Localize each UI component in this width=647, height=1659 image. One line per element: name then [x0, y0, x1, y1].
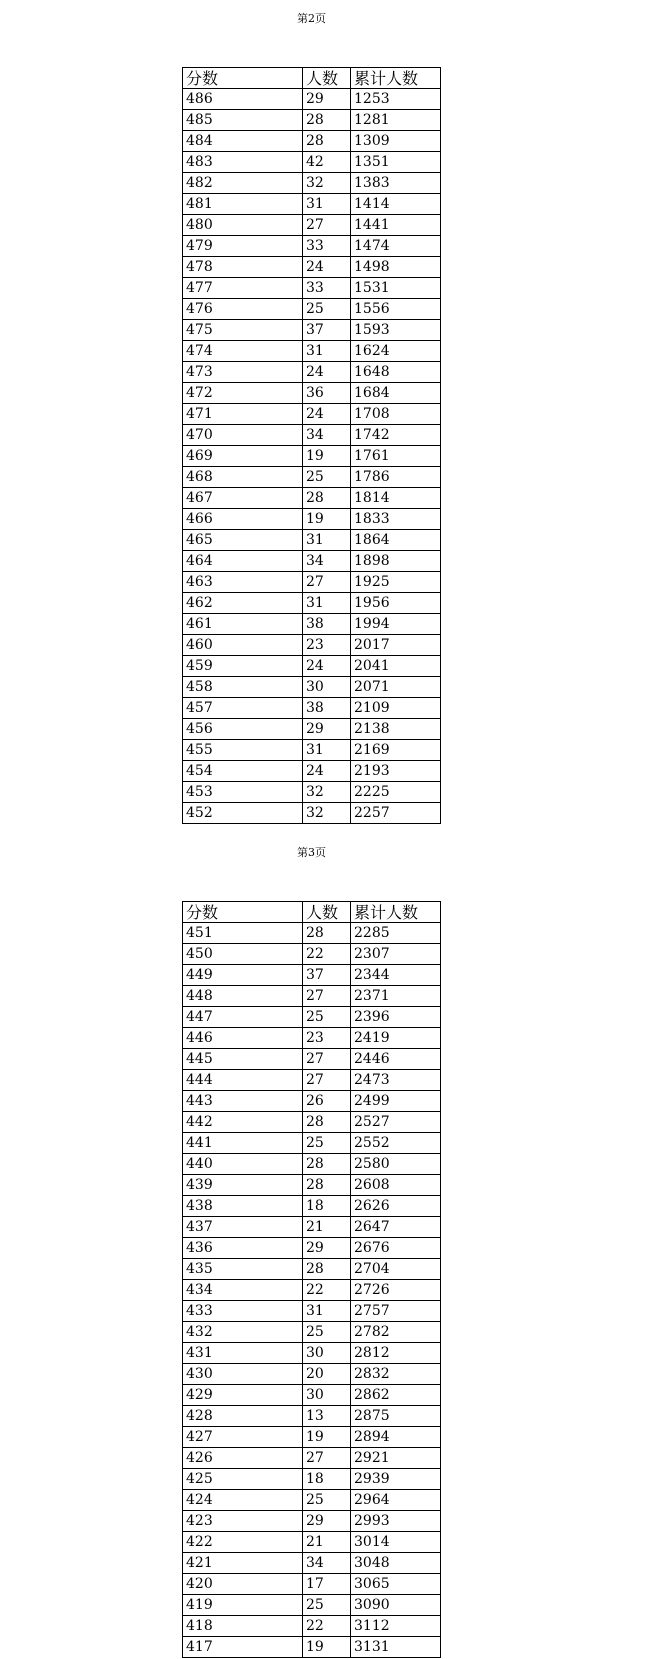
- table-row: [183, 362, 441, 383]
- cell-count: 31: [303, 194, 351, 215]
- table-row: [183, 299, 441, 320]
- cell-score: 448: [183, 986, 303, 1007]
- cell-count: 19: [303, 509, 351, 530]
- cell-score: 446: [183, 1028, 303, 1049]
- cell-score: 417: [183, 1637, 303, 1658]
- cell-score: 424: [183, 1490, 303, 1511]
- cell-cumulative: 2812: [351, 1343, 441, 1364]
- cell-count: 28: [303, 1154, 351, 1175]
- cell-count: 25: [303, 1007, 351, 1028]
- cell-cumulative: 3090: [351, 1595, 441, 1616]
- cell-score: 460: [183, 635, 303, 656]
- cell-count: 30: [303, 677, 351, 698]
- table-row: [183, 1217, 441, 1238]
- cell-cumulative: 1414: [351, 194, 441, 215]
- cell-score: 469: [183, 446, 303, 467]
- cell-count: 38: [303, 614, 351, 635]
- cell-cumulative: 1994: [351, 614, 441, 635]
- table-row: [183, 1532, 441, 1553]
- cell-score: 456: [183, 719, 303, 740]
- cell-cumulative: 1556: [351, 299, 441, 320]
- table-row: [183, 803, 441, 824]
- cell-count: 33: [303, 236, 351, 257]
- cell-score: 472: [183, 383, 303, 404]
- cell-score: 475: [183, 320, 303, 341]
- table-row: [183, 1238, 441, 1259]
- table-row: [183, 1259, 441, 1280]
- cell-cumulative: 1441: [351, 215, 441, 236]
- table-row: [183, 719, 441, 740]
- cell-count: 19: [303, 1637, 351, 1658]
- table-row: [183, 1049, 441, 1070]
- header-count: 人数: [303, 902, 351, 923]
- cell-score: 468: [183, 467, 303, 488]
- cell-score: 441: [183, 1133, 303, 1154]
- cell-cumulative: 2344: [351, 965, 441, 986]
- cell-count: 30: [303, 1385, 351, 1406]
- table-row: [183, 740, 441, 761]
- cell-count: 23: [303, 1028, 351, 1049]
- cell-count: 36: [303, 383, 351, 404]
- cell-count: 28: [303, 923, 351, 944]
- cell-cumulative: 2676: [351, 1238, 441, 1259]
- cell-score: 449: [183, 965, 303, 986]
- cell-score: 485: [183, 110, 303, 131]
- cell-count: 27: [303, 1448, 351, 1469]
- table-row: [183, 1301, 441, 1322]
- cell-cumulative: 1708: [351, 404, 441, 425]
- cell-count: 25: [303, 467, 351, 488]
- table-row: [183, 1070, 441, 1091]
- cell-cumulative: 1898: [351, 551, 441, 572]
- cell-count: 19: [303, 1427, 351, 1448]
- cell-cumulative: 2138: [351, 719, 441, 740]
- table-row: [183, 1028, 441, 1049]
- header-count: 人数: [303, 68, 351, 89]
- cell-cumulative: 1956: [351, 593, 441, 614]
- cell-cumulative: 2726: [351, 1280, 441, 1301]
- table-row: [183, 341, 441, 362]
- table-row: [183, 1133, 441, 1154]
- cell-score: 452: [183, 803, 303, 824]
- cell-cumulative: 2993: [351, 1511, 441, 1532]
- cell-count: 25: [303, 1490, 351, 1511]
- table-row: [183, 944, 441, 965]
- cell-cumulative: 1814: [351, 488, 441, 509]
- table-row: [183, 593, 441, 614]
- cell-score: 471: [183, 404, 303, 425]
- cell-score: 445: [183, 1049, 303, 1070]
- cell-score: 473: [183, 362, 303, 383]
- cell-score: 454: [183, 761, 303, 782]
- cell-count: 29: [303, 1511, 351, 1532]
- cell-cumulative: 2832: [351, 1364, 441, 1385]
- cell-score: 461: [183, 614, 303, 635]
- cell-cumulative: 2071: [351, 677, 441, 698]
- cell-score: 470: [183, 425, 303, 446]
- page-label: 第3页: [297, 846, 326, 859]
- cell-count: 33: [303, 278, 351, 299]
- cell-count: 24: [303, 257, 351, 278]
- table-row: [183, 131, 441, 152]
- cell-cumulative: 1383: [351, 173, 441, 194]
- cell-cumulative: 2446: [351, 1049, 441, 1070]
- cell-score: 439: [183, 1175, 303, 1196]
- table-row: [183, 425, 441, 446]
- cell-cumulative: 2257: [351, 803, 441, 824]
- cell-count: 34: [303, 551, 351, 572]
- cell-count: 25: [303, 299, 351, 320]
- table-row: [183, 215, 441, 236]
- cell-cumulative: 3112: [351, 1616, 441, 1637]
- cell-cumulative: 2939: [351, 1469, 441, 1490]
- table-row: [183, 551, 441, 572]
- table-row: [183, 236, 441, 257]
- cell-count: 37: [303, 320, 351, 341]
- cell-count: 25: [303, 1595, 351, 1616]
- table-row: [183, 530, 441, 551]
- cell-cumulative: 2921: [351, 1448, 441, 1469]
- cell-score: 443: [183, 1091, 303, 1112]
- cell-count: 21: [303, 1532, 351, 1553]
- cell-score: 450: [183, 944, 303, 965]
- cell-score: 467: [183, 488, 303, 509]
- cell-cumulative: 2473: [351, 1070, 441, 1091]
- cell-cumulative: 2704: [351, 1259, 441, 1280]
- table-row: [183, 488, 441, 509]
- cell-count: 30: [303, 1343, 351, 1364]
- table-row: [183, 698, 441, 719]
- cell-count: 24: [303, 404, 351, 425]
- cell-cumulative: 2964: [351, 1490, 441, 1511]
- cell-count: 25: [303, 1133, 351, 1154]
- cell-cumulative: 2396: [351, 1007, 441, 1028]
- cell-count: 22: [303, 1280, 351, 1301]
- table-row: [183, 1343, 441, 1364]
- cell-count: 24: [303, 362, 351, 383]
- table-header-row: [183, 68, 441, 89]
- cell-score: 431: [183, 1343, 303, 1364]
- table-row: [183, 986, 441, 1007]
- cell-count: 18: [303, 1469, 351, 1490]
- table-row: [183, 572, 441, 593]
- cell-count: 22: [303, 1616, 351, 1637]
- table-row: [183, 761, 441, 782]
- cell-cumulative: 1761: [351, 446, 441, 467]
- cell-cumulative: 2608: [351, 1175, 441, 1196]
- table-row: [183, 1469, 441, 1490]
- cell-score: 418: [183, 1616, 303, 1637]
- cell-score: 420: [183, 1574, 303, 1595]
- cell-cumulative: 1498: [351, 257, 441, 278]
- cell-cumulative: 1624: [351, 341, 441, 362]
- cell-count: 13: [303, 1406, 351, 1427]
- cell-cumulative: 2193: [351, 761, 441, 782]
- cell-count: 20: [303, 1364, 351, 1385]
- cell-cumulative: 2580: [351, 1154, 441, 1175]
- cell-score: 422: [183, 1532, 303, 1553]
- cell-score: 478: [183, 257, 303, 278]
- table-row: [183, 467, 441, 488]
- cell-cumulative: 2894: [351, 1427, 441, 1448]
- header-cumulative: 累计人数: [351, 68, 441, 89]
- cell-cumulative: 2109: [351, 698, 441, 719]
- table-row: [183, 173, 441, 194]
- cell-cumulative: 2225: [351, 782, 441, 803]
- cell-cumulative: 2419: [351, 1028, 441, 1049]
- cell-score: 436: [183, 1238, 303, 1259]
- cell-score: 453: [183, 782, 303, 803]
- cell-count: 38: [303, 698, 351, 719]
- cell-cumulative: 2285: [351, 923, 441, 944]
- cell-cumulative: 1281: [351, 110, 441, 131]
- table-row: [183, 320, 441, 341]
- cell-cumulative: 1531: [351, 278, 441, 299]
- cell-cumulative: 2499: [351, 1091, 441, 1112]
- cell-count: 32: [303, 803, 351, 824]
- cell-score: 423: [183, 1511, 303, 1532]
- cell-cumulative: 3065: [351, 1574, 441, 1595]
- table-row: [183, 1637, 441, 1658]
- cell-score: 477: [183, 278, 303, 299]
- cell-score: 486: [183, 89, 303, 110]
- table-row: [183, 656, 441, 677]
- table-row: [183, 1406, 441, 1427]
- cell-count: 28: [303, 110, 351, 131]
- cell-count: 27: [303, 1049, 351, 1070]
- cell-score: 440: [183, 1154, 303, 1175]
- table-row: [183, 509, 441, 530]
- cell-cumulative: 2626: [351, 1196, 441, 1217]
- cell-count: 29: [303, 89, 351, 110]
- cell-score: 434: [183, 1280, 303, 1301]
- cell-cumulative: 2875: [351, 1406, 441, 1427]
- cell-count: 34: [303, 1553, 351, 1574]
- table-row: [183, 1364, 441, 1385]
- cell-score: 421: [183, 1553, 303, 1574]
- cell-score: 457: [183, 698, 303, 719]
- cell-cumulative: 1684: [351, 383, 441, 404]
- cell-count: 19: [303, 446, 351, 467]
- cell-count: 32: [303, 782, 351, 803]
- cell-cumulative: 2862: [351, 1385, 441, 1406]
- cell-count: 29: [303, 719, 351, 740]
- header-cumulative: 累计人数: [351, 902, 441, 923]
- cell-cumulative: 1253: [351, 89, 441, 110]
- cell-count: 28: [303, 1259, 351, 1280]
- cell-count: 17: [303, 1574, 351, 1595]
- cell-count: 27: [303, 215, 351, 236]
- cell-score: 459: [183, 656, 303, 677]
- cell-score: 419: [183, 1595, 303, 1616]
- cell-score: 483: [183, 152, 303, 173]
- cell-cumulative: 1742: [351, 425, 441, 446]
- table-row: [183, 1175, 441, 1196]
- cell-score: 438: [183, 1196, 303, 1217]
- cell-score: 429: [183, 1385, 303, 1406]
- cell-count: 28: [303, 131, 351, 152]
- cell-score: 442: [183, 1112, 303, 1133]
- cell-count: 27: [303, 986, 351, 1007]
- table-row: [183, 110, 441, 131]
- cell-count: 31: [303, 1301, 351, 1322]
- table-row: [183, 1007, 441, 1028]
- cell-score: 482: [183, 173, 303, 194]
- cell-count: 21: [303, 1217, 351, 1238]
- cell-count: 28: [303, 1112, 351, 1133]
- score-table: [182, 901, 441, 1658]
- table-row: [183, 404, 441, 425]
- cell-cumulative: 1925: [351, 572, 441, 593]
- table-row: [183, 1595, 441, 1616]
- cell-score: 481: [183, 194, 303, 215]
- table-row: [183, 1385, 441, 1406]
- table-row: [183, 1553, 441, 1574]
- cell-score: 444: [183, 1070, 303, 1091]
- cell-cumulative: 2169: [351, 740, 441, 761]
- cell-count: 24: [303, 761, 351, 782]
- score-table: [182, 67, 441, 824]
- table-row: [183, 89, 441, 110]
- cell-score: 458: [183, 677, 303, 698]
- cell-score: 435: [183, 1259, 303, 1280]
- cell-count: 32: [303, 173, 351, 194]
- cell-cumulative: 1474: [351, 236, 441, 257]
- cell-count: 27: [303, 1070, 351, 1091]
- cell-score: 430: [183, 1364, 303, 1385]
- table-row: [183, 152, 441, 173]
- cell-score: 463: [183, 572, 303, 593]
- cell-score: 462: [183, 593, 303, 614]
- cell-cumulative: 2757: [351, 1301, 441, 1322]
- cell-count: 22: [303, 944, 351, 965]
- table-row: [183, 194, 441, 215]
- cell-cumulative: 1864: [351, 530, 441, 551]
- header-score: 分数: [183, 68, 303, 89]
- cell-cumulative: 1309: [351, 131, 441, 152]
- cell-cumulative: 1786: [351, 467, 441, 488]
- cell-score: 427: [183, 1427, 303, 1448]
- cell-cumulative: 3048: [351, 1553, 441, 1574]
- header-score: 分数: [183, 902, 303, 923]
- table-row: [183, 1091, 441, 1112]
- table-row: [183, 965, 441, 986]
- table-row: [183, 383, 441, 404]
- cell-cumulative: 1593: [351, 320, 441, 341]
- cell-cumulative: 2552: [351, 1133, 441, 1154]
- cell-score: 464: [183, 551, 303, 572]
- cell-count: 31: [303, 530, 351, 551]
- cell-cumulative: 1351: [351, 152, 441, 173]
- cell-score: 484: [183, 131, 303, 152]
- cell-count: 37: [303, 965, 351, 986]
- cell-cumulative: 2017: [351, 635, 441, 656]
- table-row: [183, 1511, 441, 1532]
- cell-score: 455: [183, 740, 303, 761]
- cell-cumulative: 2307: [351, 944, 441, 965]
- cell-count: 34: [303, 425, 351, 446]
- table-row: [183, 635, 441, 656]
- cell-count: 24: [303, 656, 351, 677]
- table-row: [183, 1280, 441, 1301]
- cell-score: 432: [183, 1322, 303, 1343]
- table-row: [183, 923, 441, 944]
- page-label: 第2页: [297, 12, 326, 25]
- table-row: [183, 1196, 441, 1217]
- cell-count: 25: [303, 1322, 351, 1343]
- table-row: [183, 1448, 441, 1469]
- table-header-row: [183, 902, 441, 923]
- cell-score: 426: [183, 1448, 303, 1469]
- table-row: [183, 1322, 441, 1343]
- cell-score: 480: [183, 215, 303, 236]
- cell-score: 466: [183, 509, 303, 530]
- cell-count: 28: [303, 488, 351, 509]
- cell-score: 474: [183, 341, 303, 362]
- cell-score: 428: [183, 1406, 303, 1427]
- table-row: [183, 257, 441, 278]
- cell-count: 31: [303, 341, 351, 362]
- cell-score: 447: [183, 1007, 303, 1028]
- cell-cumulative: 1833: [351, 509, 441, 530]
- cell-count: 18: [303, 1196, 351, 1217]
- cell-count: 29: [303, 1238, 351, 1259]
- cell-cumulative: 2782: [351, 1322, 441, 1343]
- cell-cumulative: 3131: [351, 1637, 441, 1658]
- cell-score: 437: [183, 1217, 303, 1238]
- cell-score: 433: [183, 1301, 303, 1322]
- cell-count: 23: [303, 635, 351, 656]
- table-row: [183, 614, 441, 635]
- cell-cumulative: 2527: [351, 1112, 441, 1133]
- cell-count: 31: [303, 593, 351, 614]
- cell-count: 28: [303, 1175, 351, 1196]
- table-row: [183, 677, 441, 698]
- cell-score: 476: [183, 299, 303, 320]
- cell-cumulative: 1648: [351, 362, 441, 383]
- cell-count: 27: [303, 572, 351, 593]
- cell-score: 425: [183, 1469, 303, 1490]
- table-row: [183, 446, 441, 467]
- table-row: [183, 278, 441, 299]
- cell-cumulative: 2041: [351, 656, 441, 677]
- cell-count: 31: [303, 740, 351, 761]
- table-row: [183, 1490, 441, 1511]
- table-row: [183, 1112, 441, 1133]
- table-row: [183, 782, 441, 803]
- table-row: [183, 1574, 441, 1595]
- table-row: [183, 1427, 441, 1448]
- cell-score: 465: [183, 530, 303, 551]
- cell-cumulative: 2647: [351, 1217, 441, 1238]
- cell-count: 26: [303, 1091, 351, 1112]
- cell-cumulative: 2371: [351, 986, 441, 1007]
- cell-score: 479: [183, 236, 303, 257]
- table-row: [183, 1616, 441, 1637]
- cell-cumulative: 3014: [351, 1532, 441, 1553]
- cell-count: 42: [303, 152, 351, 173]
- cell-score: 451: [183, 923, 303, 944]
- table-row: [183, 1154, 441, 1175]
